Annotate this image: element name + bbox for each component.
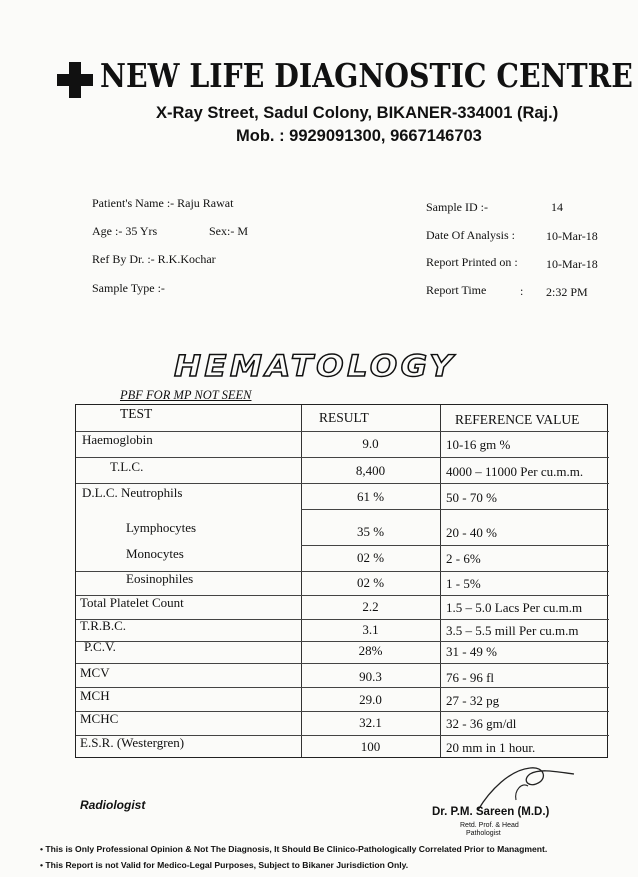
header-result: RESULT (319, 410, 369, 425)
row-divider (301, 509, 609, 510)
hematology-title-text: HEMATOLOGY (174, 349, 456, 383)
test-result: 02 % (356, 575, 385, 590)
row-divider (76, 641, 609, 642)
test-name: E.S.R. (Westergren) (80, 735, 185, 750)
footer-note-1: • This is Only Professional Opinion & Not The Diagnosis, It Should Be Clinico-Pathologically Correlated Prior to Managment. (40, 844, 548, 854)
patient-age: Age :- 35 Yrs (92, 224, 158, 238)
header-test: TEST (120, 406, 153, 421)
test-name: MCV (80, 665, 110, 680)
row-divider (76, 483, 609, 484)
test-result: 8,400 (355, 463, 386, 478)
test-result: 3.1 (362, 622, 379, 637)
sample-type: Sample Type :- (92, 281, 165, 295)
centre-mobile: Mob. : 9929091300, 9667146703 (236, 127, 482, 145)
reference-value: 3.5 – 5.5 mill Per cu.m.m (446, 623, 579, 638)
test-name: Monocytes (126, 546, 184, 561)
footer-note-2: • This Report is not Valid for Medico-Legal Purposes, Subject to Bikaner Jurisdiction Only. (40, 860, 409, 870)
row-divider (76, 457, 609, 458)
test-name: MCH (80, 688, 110, 703)
reference-value: 2 - 6% (446, 551, 481, 566)
reference-value: 10-16 gm % (446, 437, 511, 452)
reference-value: 20 mm in 1 hour. (446, 740, 536, 755)
row-divider (76, 663, 609, 664)
report-printed-value: 10-Mar-18 (546, 257, 598, 271)
reference-value: 76 - 96 fl (446, 670, 495, 685)
test-result: 29.0 (359, 692, 382, 707)
test-result: 28% (358, 643, 383, 658)
reference-value: 50 - 70 % (446, 490, 497, 505)
test-result: 61 % (356, 489, 385, 504)
test-name: MCHC (80, 711, 119, 726)
row-divider (76, 687, 609, 688)
reference-value: 32 - 36 gm/dl (446, 716, 517, 731)
hematology-title (170, 338, 460, 388)
doctor-designation-line2: Pathologist (466, 830, 501, 837)
test-result: 90.3 (359, 669, 382, 684)
row-divider (76, 431, 609, 432)
reference-value: 20 - 40 % (446, 525, 497, 540)
report-time-colon: : (520, 284, 524, 298)
footer-note-1-text: This is Only Professional Opinion & Not The Diagnosis, It Should Be Clinico-Pathologically Correlated Prior to Managment. (45, 844, 548, 854)
test-result: 9.0 (362, 436, 379, 451)
test-result: 02 % (356, 550, 385, 565)
report-printed-label: Report Printed on : (426, 255, 518, 269)
test-result: 32.1 (359, 715, 382, 730)
centre-name: NEW LIFE DIAGNOSTIC CENTRE (100, 56, 633, 95)
test-name: Haemoglobin (82, 432, 153, 447)
logo-cross-icon (57, 62, 93, 98)
test-result: 2.2 (362, 599, 379, 614)
row-divider (76, 619, 609, 620)
test-name: P.C.V. (84, 639, 116, 654)
footer-note-2-text: This Report is not Valid for Medico-Legal Purposes, Subject to Bikaner Jurisdiction Only. (45, 860, 409, 870)
results-table (75, 404, 608, 758)
reference-value: 4000 – 11000 Per cu.m.m. (446, 464, 584, 479)
reference-value: 27 - 32 pg (446, 693, 500, 708)
test-name: Eosinophiles (126, 571, 194, 586)
reference-value: 31 - 49 % (446, 644, 497, 659)
pbf-note: PBF FOR MP NOT SEEN (120, 388, 252, 402)
test-name: D.L.C. Neutrophils (82, 485, 183, 500)
test-result: 100 (360, 739, 381, 754)
doctor-designation (460, 822, 519, 838)
ref-by: Ref By Dr. :- R.K.Kochar (92, 252, 216, 266)
row-divider (76, 711, 609, 712)
header-reference: REFERENCE VALUE (455, 412, 580, 427)
radiologist-label: Radiologist (80, 798, 146, 812)
row-divider (301, 545, 609, 546)
date-analysis-value: 10-Mar-18 (546, 229, 598, 243)
patient-name: Patient's Name :- Raju Rawat (92, 196, 234, 210)
test-name: Lymphocytes (126, 520, 197, 535)
report-time-value: 2:32 PM (546, 285, 588, 299)
doctor-designation-line1: Retd. Prof. & Head (460, 822, 519, 829)
reference-value: 1 - 5% (446, 576, 481, 591)
doctor-name: Dr. P.M. Sareen (M.D.) (432, 806, 550, 818)
test-result: 35 % (356, 524, 385, 539)
test-name: T.L.C. (110, 459, 144, 474)
date-analysis-label: Date Of Analysis : (426, 228, 515, 242)
patient-sex: Sex:- M (209, 224, 248, 238)
sample-id-value: 14 (551, 200, 563, 214)
reference-value: 1.5 – 5.0 Lacs Per cu.m.m (446, 600, 583, 615)
sample-id-label: Sample ID :- (426, 200, 488, 214)
centre-address: X-Ray Street, Sadul Colony, BIKANER-334001 (Raj.) (156, 104, 559, 122)
test-name: T.R.B.C. (80, 618, 126, 633)
test-name: Total Platelet Count (80, 595, 184, 610)
report-time-label: Report Time (426, 283, 487, 297)
